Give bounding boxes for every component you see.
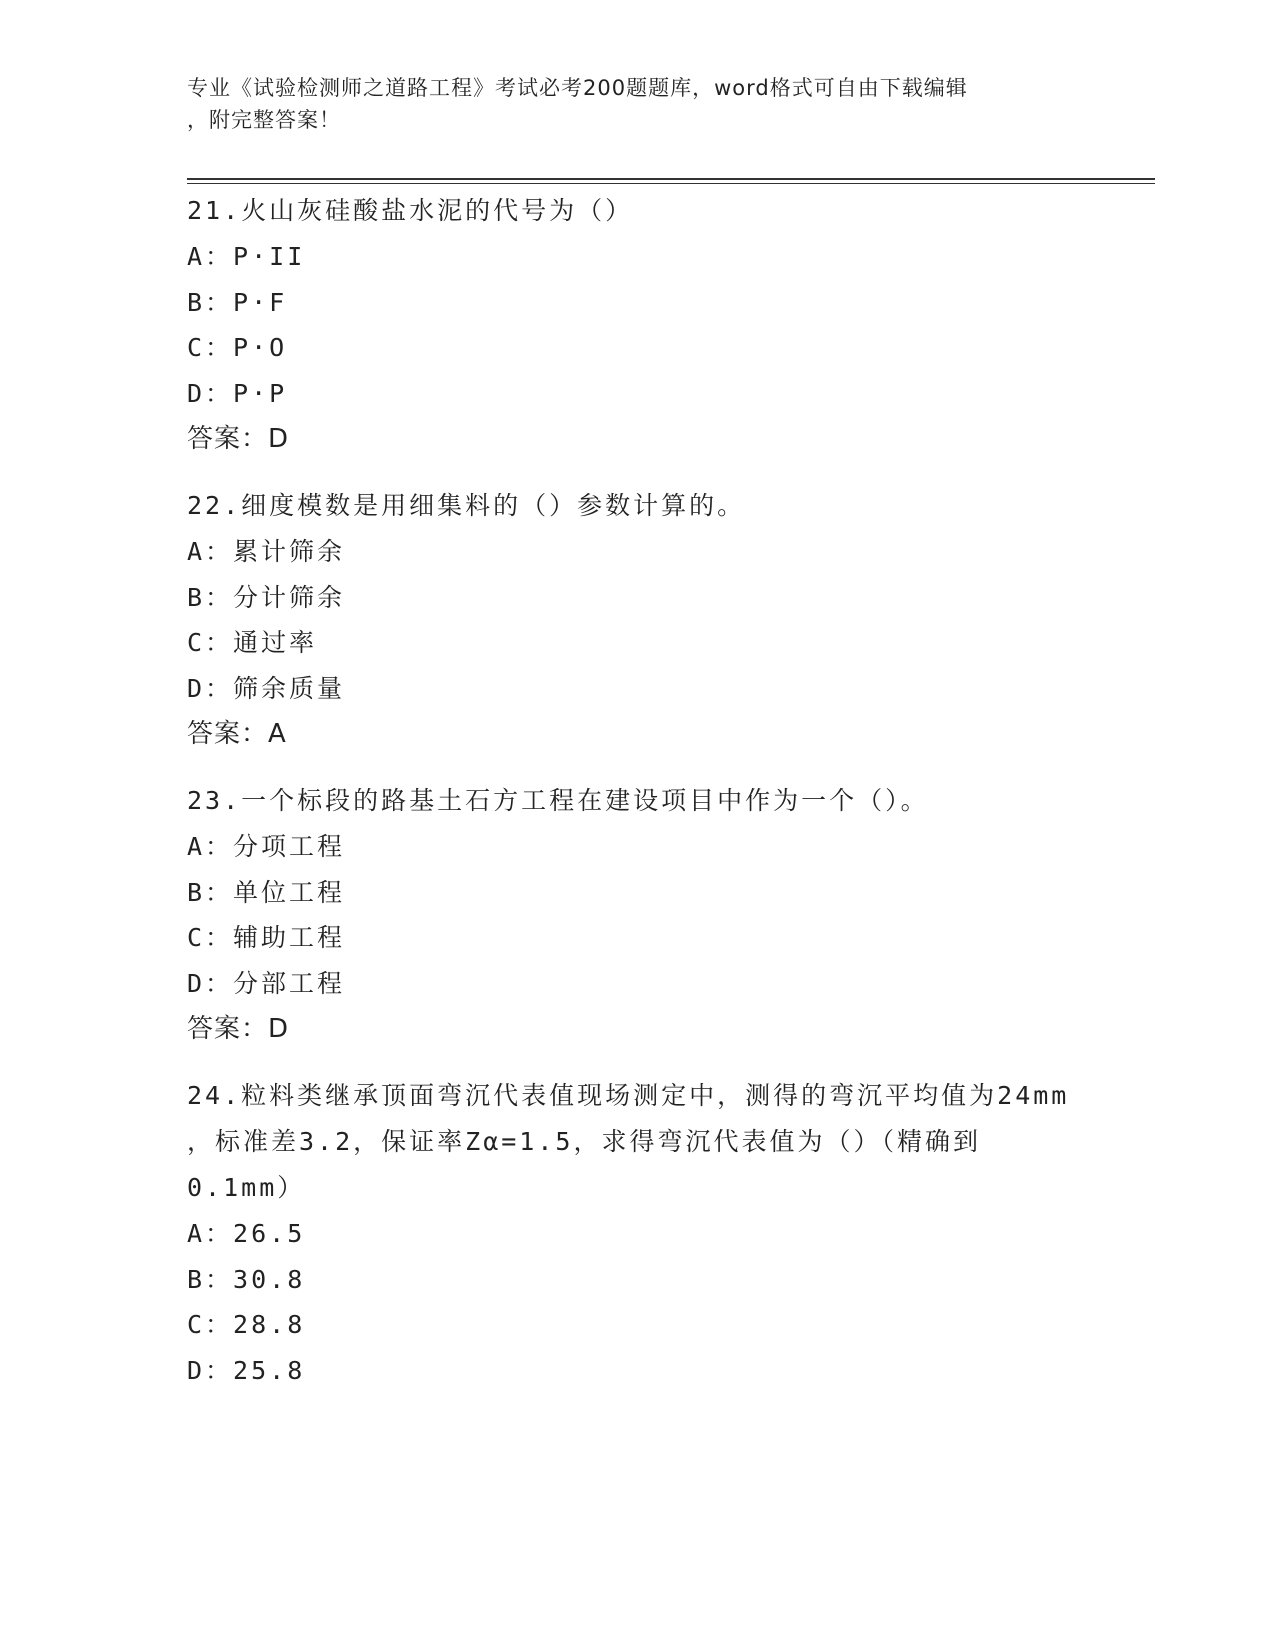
answer-key: 答案：D [187,1014,290,1044]
answer-option: A：分项工程 [187,832,346,861]
question-stem: 24.粒料类继承顶面弯沉代表值现场测定中，测得的弯沉平均值为24mm [187,1081,1070,1110]
answer-option: A：累计筛余 [187,537,346,566]
answer-option: C：辅助工程 [187,923,346,952]
answer-option: D：分部工程 [187,968,346,998]
answer-option: C：28.8 [187,1310,306,1339]
answer-option: D：P·P [187,378,288,408]
document-header [187,72,1087,136]
question-1 [187,188,1087,462]
answer-option: C：通过率 [187,628,318,657]
answer-option: D：筛余质量 [187,673,346,703]
answer-key: 答案：D [187,424,290,454]
answer-option: B：P·F [187,287,288,317]
header-line-2: ，附完整答案！ [187,108,341,132]
answer-option: B：分计筛余 [187,582,346,612]
answer-option: D：25.8 [187,1355,306,1385]
question-stem: 0.1mm） [187,1173,306,1202]
question-stem: 22.细度模数是用细集料的（）参数计算的。 [187,491,746,520]
answer-option: B：单位工程 [187,877,346,907]
answer-option: C：P·O [187,333,288,362]
answer-option: B：30.8 [187,1264,306,1294]
question-2 [187,483,1087,757]
header-divider-thick [187,178,1155,180]
question-list [187,188,1087,1414]
header-divider-thin [187,183,1155,184]
question-4 [187,1073,1087,1393]
answer-key: 答案：A [187,719,287,749]
question-stem: ，标准差3.2，保证率Zα=1.5，求得弯沉代表值为（）（精确到 [187,1127,981,1156]
question-stem: 21.火山灰硅酸盐水泥的代号为（） [187,196,634,225]
question-3 [187,778,1087,1052]
question-stem: 23.一个标段的路基土石方工程在建设项目中作为一个（）。 [187,786,929,815]
header-line-1: 专业《试验检测师之道路工程》考试必考200题题库，word格式可自由下载编辑 [187,76,968,100]
answer-option: A：P·II [187,242,306,271]
answer-option: A：26.5 [187,1219,306,1248]
